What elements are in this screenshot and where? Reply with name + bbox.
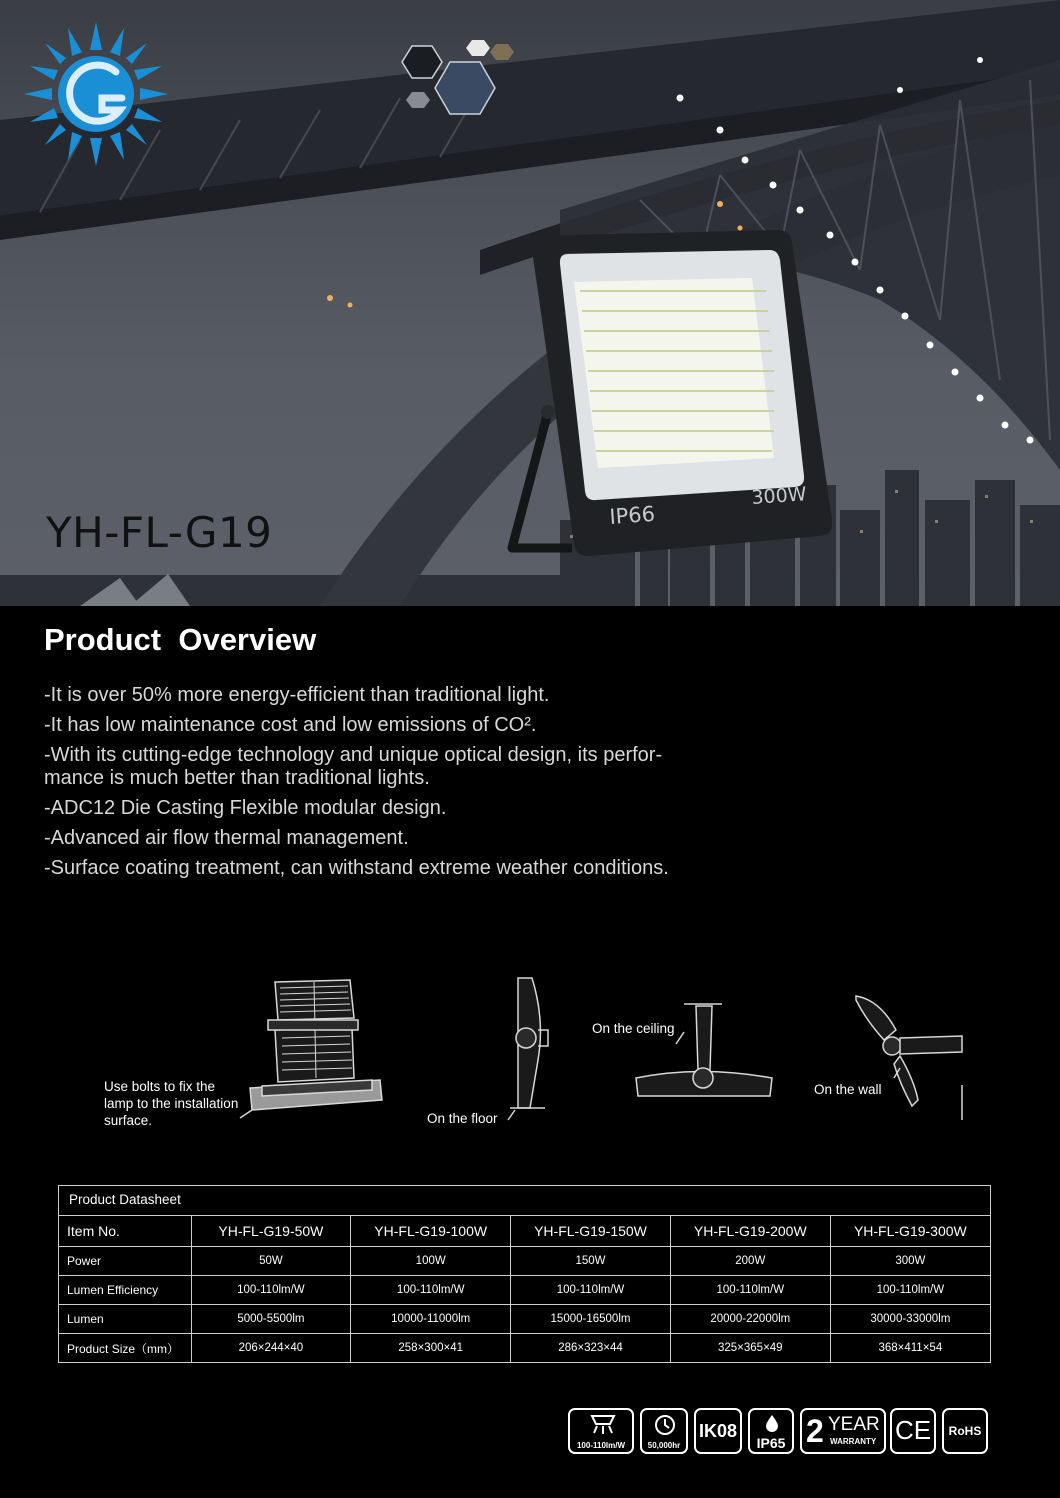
clock-icon <box>653 1413 677 1437</box>
warranty-number: 2 <box>806 1413 824 1449</box>
ceiling-mount-drawing <box>636 1004 772 1096</box>
company-logo <box>24 22 168 166</box>
table-cell: YH-FL-G19-150W <box>511 1216 671 1247</box>
table-cell: YH-FL-G19-100W <box>351 1216 511 1247</box>
lamp-icon <box>588 1414 618 1438</box>
water-drop-icon <box>765 1414 779 1432</box>
table-cell: YH-FL-G19-200W <box>670 1216 830 1247</box>
floodlight-image <box>512 230 832 556</box>
hero-banner <box>0 0 1060 606</box>
installation-diagrams <box>0 960 1060 1150</box>
warranty-word: YEAR <box>828 1414 880 1435</box>
bolt-mount-drawing <box>240 980 382 1118</box>
table-cell: 30000-33000lm <box>830 1305 990 1334</box>
table-cell: 15000-16500lm <box>511 1305 671 1334</box>
table-cell: 100W <box>351 1247 511 1276</box>
ik-rating: IK08 <box>698 1421 738 1441</box>
bolts-caption: Use bolts to fix the lamp to the installation surface. <box>104 1079 239 1128</box>
table-cell: 100-110lm/W <box>351 1276 511 1305</box>
table-cell: 300W <box>830 1247 990 1276</box>
model-title: YH-FL-G19 <box>46 508 273 557</box>
table-cell: 150W <box>511 1247 671 1276</box>
ce-badge <box>890 1408 936 1454</box>
table-cell: 286×323×44 <box>511 1334 671 1363</box>
ce-mark: CE <box>894 1415 932 1445</box>
table-cell: 50W <box>191 1247 351 1276</box>
table-cell: 20000-22000lm <box>670 1305 830 1334</box>
table-cell: Lumen <box>59 1305 191 1334</box>
efficiency-value: 100-110lm/W <box>576 1441 626 1450</box>
product-datasheet <box>58 1185 991 1363</box>
overview-item: -Surface coating treatment, can withstand extreme weather conditions. <box>44 857 669 879</box>
ik-badge <box>694 1408 742 1454</box>
table-row <box>59 1276 990 1305</box>
table-cell: 100-110lm/W <box>830 1276 990 1305</box>
table-cell: 206×244×40 <box>191 1334 351 1363</box>
overview-item: -Advanced air flow thermal management. <box>44 827 409 849</box>
table-cell: 100-110lm/W <box>191 1276 351 1305</box>
table-cell: 368×411×54 <box>830 1334 990 1363</box>
table-cell: Product Size（mm） <box>59 1334 191 1363</box>
overview-title: Product Overview <box>44 622 317 657</box>
warranty-badge <box>800 1408 886 1454</box>
table-cell: 258×300×41 <box>351 1334 511 1363</box>
table-cell: YH-FL-G19-300W <box>830 1216 990 1247</box>
overview-item: -ADC12 Die Casting Flexible modular design. <box>44 797 447 819</box>
table-cell: Lumen Efficiency <box>59 1276 191 1305</box>
table-cell: Item No. <box>59 1216 191 1247</box>
lifetime-badge <box>640 1408 688 1454</box>
table-cell: 10000-11000lm <box>351 1305 511 1334</box>
overview-item: -It is over 50% more energy-efficient than traditional light. <box>44 684 550 706</box>
ip-rating: IP65 <box>756 1435 786 1451</box>
wall-mount-drawing <box>856 996 962 1120</box>
table-cell: 200W <box>670 1247 830 1276</box>
floor-mount-drawing <box>508 978 548 1120</box>
overview-item: -It has low maintenance cost and low emissions of CO². <box>44 714 537 736</box>
table-cell: 100-110lm/W <box>511 1276 671 1305</box>
table-cell: 325×365×49 <box>670 1334 830 1363</box>
datasheet-title: Product Datasheet <box>59 1186 990 1216</box>
fixture-ip-label: IP66 <box>608 501 656 529</box>
wall-caption: On the wall <box>814 1082 882 1097</box>
rohs-badge <box>942 1408 988 1454</box>
ip-badge <box>748 1408 794 1454</box>
lifetime-value: 50,000hr <box>647 1441 681 1450</box>
table-cell: YH-FL-G19-50W <box>191 1216 351 1247</box>
table-cell: Power <box>59 1247 191 1276</box>
table-cell: 100-110lm/W <box>670 1276 830 1305</box>
fixture-power-label: 300W <box>750 483 808 509</box>
floor-caption: On the floor <box>427 1111 498 1126</box>
ceiling-caption: On the ceiling <box>592 1021 675 1036</box>
table-row <box>59 1216 990 1247</box>
table-row <box>59 1334 990 1363</box>
efficiency-badge <box>568 1408 634 1454</box>
table-cell: 5000-5500lm <box>191 1305 351 1334</box>
warranty-sub: WARRANTY <box>830 1437 877 1446</box>
datasheet-table <box>59 1216 990 1362</box>
rohs-mark: RoHS <box>948 1424 982 1438</box>
overview-item: -With its cutting-edge technology and unique optical design, its perfor- mance is much better than traditional lights. <box>44 744 663 789</box>
table-row <box>59 1247 990 1276</box>
table-row <box>59 1305 990 1334</box>
overview-list <box>44 684 684 887</box>
